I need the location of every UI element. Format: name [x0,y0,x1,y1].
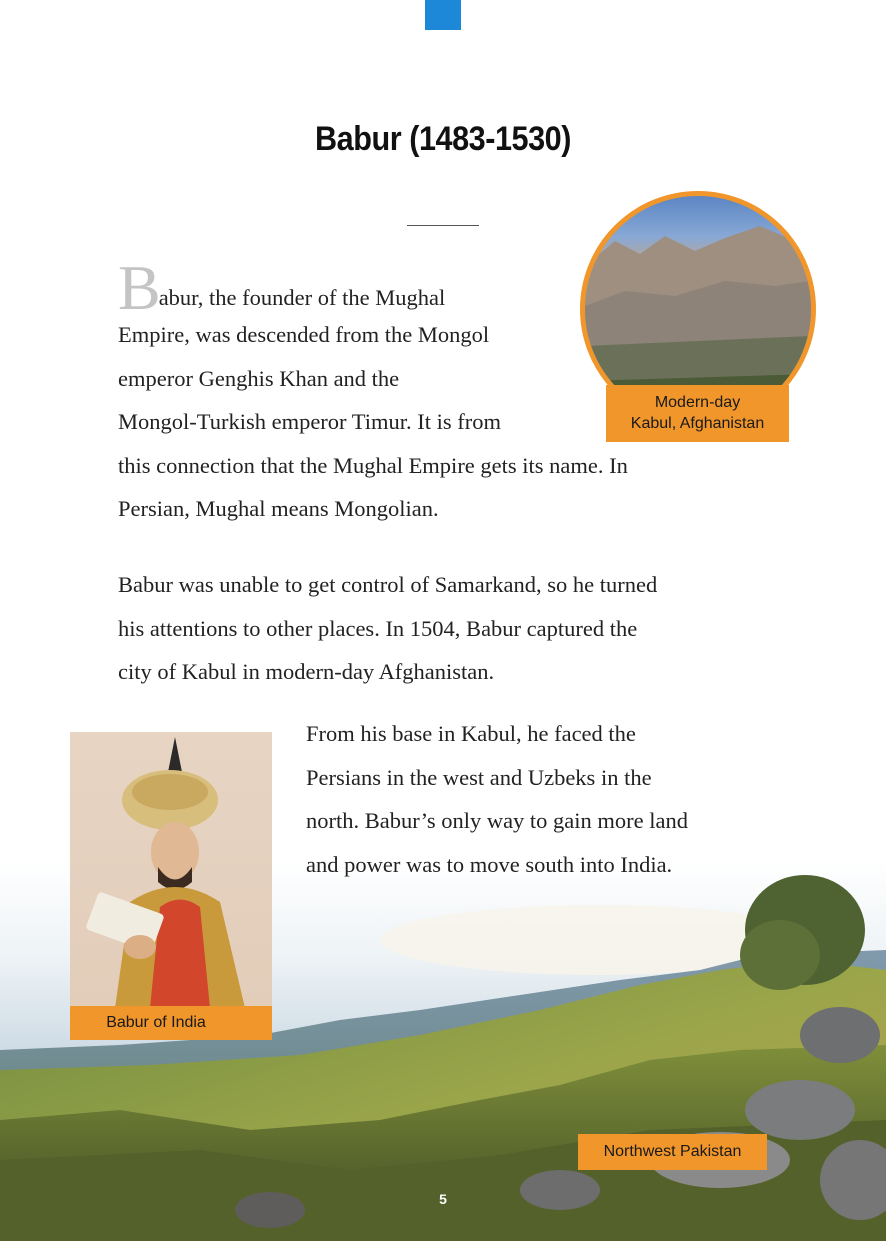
title-divider [407,225,479,226]
babur-portrait [70,732,272,1008]
paragraph-1-line-4: Mongol-Turkish emperor Timur. It is from [118,409,501,434]
paragraph-3-line-1: From his base in Kabul, he faced the [306,721,636,746]
paragraph-3-line-4: and power was to move south into India. [306,851,673,877]
paragraph-2-line-1: Babur was unable to get control of Samarkand, so he turned [118,572,658,597]
babur-caption: Babur of India [70,1006,272,1040]
paragraph-2 [118,563,778,694]
paragraph-3-line-3: north. Babur’s only way to gain more land [306,808,689,833]
paragraph-3-line-2: Persians in the west and Uzbeks in the [306,764,652,790]
paragraph-1 [118,252,758,531]
paragraph-2-line-3: city of Kabul in modern-day Afghanistan. [118,659,495,684]
landscape-caption: Northwest Pakistan [578,1134,767,1170]
page-number: 5 [439,1191,447,1207]
paragraph-1-line-2: Empire, was descended from the Mongol [118,322,490,347]
top-blue-marker [425,0,461,30]
page-title: Babur (1483-1530) [315,120,571,158]
paragraph-1-line-3: emperor Genghis Khan and the [118,365,400,391]
paragraph-1-line-6: Persian, Mughal means Mongolian. [118,496,439,521]
paragraph-3 [306,712,776,886]
kabul-caption-line-2: Kabul, Afghanistan [630,415,765,432]
paragraph-1-line-5: this connection that the Mughal Empire gets its name. In [118,452,628,478]
paragraph-1-line-1: abur, the founder of the Mughal [158,285,446,310]
kabul-caption-line-1: Modern-day [654,394,741,411]
drop-cap: B [118,252,161,323]
paragraph-2-line-2: his attentions to other places. In 1504, Babur captured the [118,615,638,641]
